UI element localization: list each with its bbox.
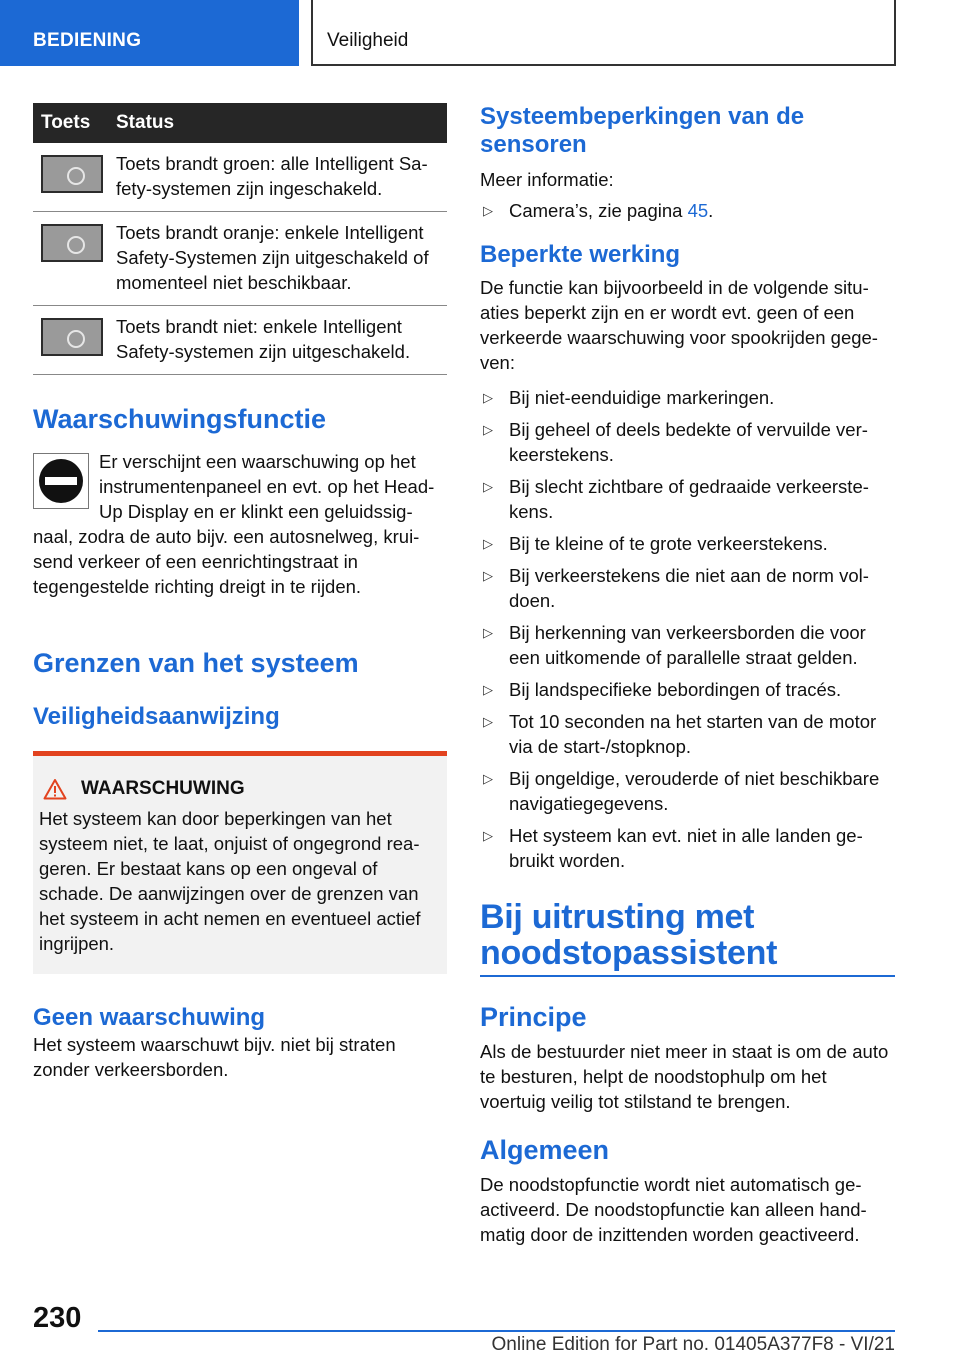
principle-title: Principe: [480, 1002, 587, 1032]
list-item: ▷ Bij herkenning van verkeersborden die voor een uitkomende of parallelle straat gelden.: [483, 622, 866, 668]
section-tab: [0, 0, 299, 66]
bullet-triangle-icon: ▷: [483, 625, 493, 640]
warning-label: WAARSCHUWING: [81, 778, 245, 799]
list-item: ▷ Bij te kleine of te grote verkeerstekens.: [483, 533, 828, 554]
footer-divider: [98, 1330, 895, 1332]
list-item: ▷ Het systeem kan evt. niet in alle landen ge-bruikt worden.: [483, 825, 863, 871]
table-row: [33, 212, 447, 306]
emergency-stop-title: Bij uitrusting met noodstopassistent: [480, 898, 778, 972]
warning-text: Het systeem kan door beperkingen van het systeem niet, te laat, onjuist of ongegrond rea-geren. Er bestaat kans op een ongeval of schade. De aanwijzingen over de grenzen van het systeem in acht nemen en eventueel actief ingrijpen.: [39, 808, 421, 954]
bullet-triangle-icon: ▷: [483, 568, 493, 583]
table-cell-status: Toets brandt groen: alle Intelligent Sa-fety-systemen zijn ingeschakeld.: [116, 153, 428, 199]
warning-triangle-icon: [43, 778, 67, 800]
bullet-triangle-icon: ▷: [483, 536, 493, 551]
warning-function-section: [33, 403, 447, 599]
general-title: Algemeen: [480, 1135, 610, 1165]
bullet-triangle-icon: ▷: [483, 390, 493, 405]
list-item: ▷ Bij ongeldige, verouderde of niet beschikbare navigatiegegevens.: [483, 768, 880, 814]
bullet-triangle-icon: ▷: [483, 479, 493, 494]
key-status-table: [33, 103, 447, 375]
list-item: ▷ Bij verkeerstekens die niet aan de norm vol-doen.: [483, 565, 869, 611]
intelligent-safety-key-icon: [41, 318, 103, 356]
table-cell-status: Toets brandt oranje: enkele Intelligent Safety-Systemen zijn uitgeschakeld of momenteel niet beschikbaar.: [116, 222, 429, 293]
right-column: [480, 103, 895, 1247]
page-number: 230: [33, 1302, 82, 1334]
table-row: [33, 143, 447, 212]
safety-notice-title: Veiligheidsaanwijzing: [33, 703, 280, 730]
table-row: [33, 306, 447, 375]
no-warning-text: Het systeem waarschuwt bijv. niet bij straten zonder verkeersborden.: [33, 1034, 396, 1080]
limited-function-title: Beperkte werking: [480, 241, 681, 268]
no-entry-sign-icon: [33, 453, 89, 509]
table-header-status: Status: [116, 112, 175, 133]
limited-function-intro: De functie kan bijvoorbeeld in de volgende situ-aties beperkt zijn en er wordt evt. geen of een verkeerde waarschuwing voor spookrijden gege-ven:: [480, 277, 878, 373]
no-warning-title: Geen waarschuwing: [33, 1004, 266, 1031]
bullet-triangle-icon: ▷: [483, 714, 493, 729]
bullet-triangle-icon: ▷: [483, 422, 493, 437]
more-info-label: Meer informatie:: [480, 169, 614, 190]
general-text: De noodstopfunctie wordt niet automatisch ge-activeerd. De noodstopfunctie kan alleen hand-matig door de inzittenden worden geactiveerd.: [480, 1174, 867, 1245]
table-header: [33, 103, 447, 143]
bullet-triangle-icon: ▷: [483, 828, 493, 843]
list-item: ▷ Bij geheel of deels bedekte of vervuilde ver-keerstekens.: [483, 419, 868, 465]
intelligent-safety-key-icon: [41, 155, 103, 193]
table-cell-status: Toets brandt niet: enkele Intelligent Safety-systemen zijn uitgeschakeld.: [116, 316, 411, 362]
chapter-label: Veiligheid: [327, 30, 409, 51]
list-item: ▷ Bij landspecifieke bebordingen of tracés.: [483, 679, 842, 700]
bullet-triangle-icon: ▷: [483, 203, 493, 218]
list-item: ▷ Bij slecht zichtbare of gedraaide verkeerste-kens.: [483, 476, 869, 522]
table-header-key: Toets: [41, 112, 91, 133]
warning-function-text: Er verschijnt een waarschuwing op het instrumentenpaneel en evt. op het Head-Up Display en er klinkt een geluidssig-naal, zodra de auto bijv. een autosnelweg, krui-send verkeer of een eenrichtingstraat in tegengestelde richting dreigt in te rijden.: [33, 451, 435, 597]
warning-box: [33, 751, 447, 974]
left-column: [33, 103, 447, 1082]
bullet-triangle-icon: ▷: [483, 682, 493, 697]
sensor-limits-title: Systeembeperkingen van de sensoren: [480, 103, 805, 158]
edition-footer: Online Edition for Part no. 01405A377F8 - VI/21: [491, 1334, 895, 1355]
list-item: ▷ Camera’s, zie pagina 45.: [483, 200, 714, 221]
list-item: ▷ Bij niet-eenduidige markeringen.: [483, 387, 775, 408]
warning-function-title: Waarschuwingsfunctie: [33, 404, 327, 434]
system-limits-title: Grenzen van het systeem: [33, 648, 359, 678]
intelligent-safety-key-icon: [41, 224, 103, 262]
page-link[interactable]: 45: [687, 200, 709, 221]
emergency-stop-heading: [480, 899, 895, 977]
chapter-tab: [311, 0, 896, 66]
bullet-triangle-icon: ▷: [483, 771, 493, 786]
list-item: ▷ Tot 10 seconden na het starten van de motor via de start-/stopknop.: [483, 711, 877, 757]
system-limits-section: [33, 647, 447, 1082]
section-label: BEDIENING: [33, 30, 142, 51]
principle-text: Als de bestuurder niet meer in staat is om de auto te besturen, helpt de noodstophulp om het voertuig veilig tot stilstand te brengen.: [480, 1041, 889, 1112]
